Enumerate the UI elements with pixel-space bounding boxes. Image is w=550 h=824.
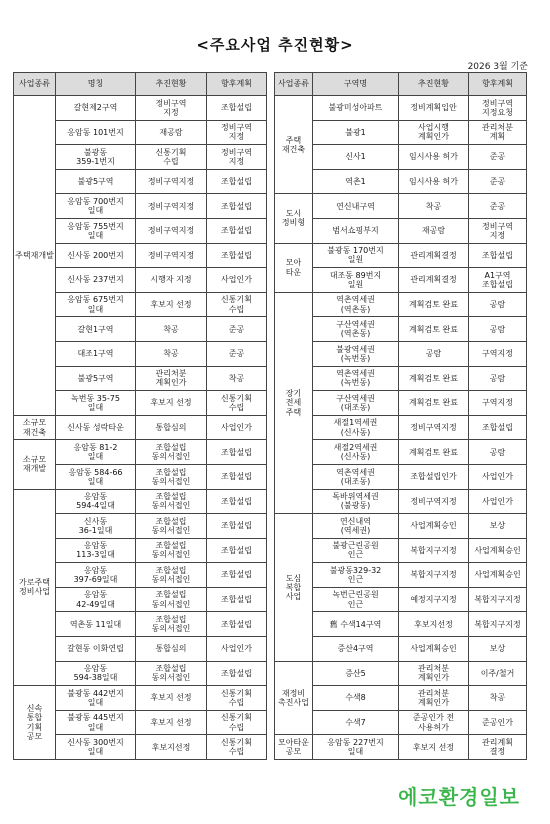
table-row <box>275 218 527 243</box>
status-cell: 임시사용 허가 <box>399 145 469 170</box>
plan-cell: 구역지정 <box>469 341 527 366</box>
header-plan: 향후계획 <box>207 73 267 96</box>
plan-cell: 사업인가 <box>469 489 527 514</box>
plan-cell: 관리계획 결정 <box>469 735 527 760</box>
table-row <box>275 637 527 662</box>
category-cell: 신속 통합 기획 공모 <box>14 686 56 760</box>
watermark: 에코환경일보 <box>398 785 520 809</box>
status-cell: 시행자 지정 <box>136 268 207 293</box>
name-cell: 구산역세권 (대조동) <box>313 391 399 416</box>
name-cell: 불광근린공원 인근 <box>313 538 399 563</box>
name-cell: 응암동 675번지 일대 <box>56 292 136 317</box>
plan-cell: 준공 <box>469 194 527 219</box>
name-cell: 역촌역세권 (역촌동) <box>313 292 399 317</box>
table-row <box>14 686 267 711</box>
table-row <box>275 538 527 563</box>
plan-cell: 준공 <box>207 341 267 366</box>
status-cell: 착공 <box>136 341 207 366</box>
table-row <box>275 366 527 391</box>
status-cell: 통합심의 <box>136 637 207 662</box>
status-cell: 후보지 선정 <box>399 735 469 760</box>
plan-cell: 준공 <box>207 317 267 342</box>
table-row <box>275 514 527 539</box>
status-cell: 정비구역지정 <box>136 169 207 194</box>
table-row <box>14 440 267 465</box>
name-cell: 역촌역세권 (녹번동) <box>313 366 399 391</box>
plan-cell: 공람 <box>469 440 527 465</box>
name-cell: 갈현제2구역 <box>56 96 136 121</box>
category-cell: 재정비 촉진사업 <box>275 661 313 735</box>
status-cell: 관리처분 계획인가 <box>399 661 469 686</box>
table-row <box>14 489 267 514</box>
status-cell: 조합설립 동의서접인 <box>136 587 207 612</box>
status-cell: 복합지구지정 <box>399 538 469 563</box>
plan-cell: 복합지구지정 <box>469 587 527 612</box>
name-cell: 역촌동 11일대 <box>56 612 136 637</box>
plan-cell: 공람 <box>469 366 527 391</box>
header-plan: 향후계획 <box>469 73 527 96</box>
name-cell: 녹번동 35-75 일대 <box>56 391 136 416</box>
plan-cell: 신통기획 수립 <box>207 292 267 317</box>
header-status: 추진현황 <box>136 73 207 96</box>
name-cell: 수색8 <box>313 686 399 711</box>
name-cell: 응암동 42-49일대 <box>56 587 136 612</box>
plan-cell: 준공인가 <box>469 710 527 735</box>
header-zone-name: 구역명 <box>313 73 399 96</box>
plan-cell: 착공 <box>207 366 267 391</box>
category-cell: 소규모 재개발 <box>14 440 56 489</box>
plan-cell: 조합설립 <box>207 489 267 514</box>
table-row <box>275 268 527 293</box>
status-cell: 착공 <box>136 317 207 342</box>
status-cell: 착공 <box>399 194 469 219</box>
table-row <box>14 415 267 440</box>
name-cell: 불광5구역 <box>56 169 136 194</box>
name-cell: 불광동 359-1번지 <box>56 145 136 170</box>
name-cell: 응암동 397-69일대 <box>56 563 136 588</box>
plan-cell: 조합설립 <box>469 415 527 440</box>
plan-cell: 조합설립 <box>207 587 267 612</box>
name-cell: 역촌1 <box>313 169 399 194</box>
name-cell: 구산역세권 (역촌동) <box>313 317 399 342</box>
name-cell: 불광역세권 (녹번동) <box>313 341 399 366</box>
left-project-table <box>13 72 267 760</box>
status-cell: 관리계획결정 <box>399 243 469 268</box>
name-cell: 범서쇼핑부지 <box>313 218 399 243</box>
category-cell: 주택 재건축 <box>275 96 313 194</box>
name-cell: 신사동 200번지 <box>56 243 136 268</box>
status-cell: 재공람 <box>136 120 207 145</box>
status-cell: 신통기획 수립 <box>136 145 207 170</box>
status-cell: 복합지구지정 <box>399 563 469 588</box>
status-cell: 정비구역 지정 <box>136 96 207 121</box>
plan-cell: 신통기획 수립 <box>207 391 267 416</box>
left-header-row <box>14 73 267 96</box>
name-cell: 증산4구역 <box>313 637 399 662</box>
plan-cell: 정비구역 지정 <box>469 218 527 243</box>
status-cell: 조합설립 동의서접인 <box>136 440 207 465</box>
reference-date: 2026 3월 기준 <box>467 62 528 72</box>
name-cell: 대조동 89번지 일원 <box>313 268 399 293</box>
status-cell: 재공람 <box>399 218 469 243</box>
status-cell: 사업계획승인 <box>399 514 469 539</box>
page-title: <주요사업 추진현황> <box>196 36 354 54</box>
name-cell: 불광5구역 <box>56 366 136 391</box>
table-row <box>275 440 527 465</box>
plan-cell: 조합설립 <box>207 243 267 268</box>
status-cell: 공람 <box>399 341 469 366</box>
status-cell: 조합설립 동의서접인 <box>136 661 207 686</box>
status-cell: 통합심의 <box>136 415 207 440</box>
status-cell: 조합설립 동의서접인 <box>136 514 207 539</box>
header-category: 사업종류 <box>14 73 56 96</box>
table-row <box>275 489 527 514</box>
right-project-table <box>274 72 527 760</box>
plan-cell: 조합설립 <box>207 96 267 121</box>
name-cell: 불광1 <box>313 120 399 145</box>
plan-cell: 조합설립 <box>207 514 267 539</box>
table-row <box>275 735 527 760</box>
name-cell: 역촌역세권 (대조동) <box>313 464 399 489</box>
header-status: 추진현황 <box>399 73 469 96</box>
plan-cell: 정비구역 지정 <box>207 120 267 145</box>
name-cell: 응암동 584-66 일대 <box>56 464 136 489</box>
name-cell: 舊 수색14구역 <box>313 612 399 637</box>
status-cell: 조합설립인가 <box>399 464 469 489</box>
plan-cell: 정비구역 지정요청 <box>469 96 527 121</box>
plan-cell: 조합설립 <box>207 169 267 194</box>
status-cell: 관리처분 계획인가 <box>136 366 207 391</box>
category-cell: 모아 타운 <box>275 243 313 292</box>
plan-cell: 준공 <box>469 145 527 170</box>
plan-cell: 사업인가 <box>207 415 267 440</box>
name-cell: 응암동 594-4일대 <box>56 489 136 514</box>
name-cell: 수색7 <box>313 710 399 735</box>
status-cell: 정비구역지정 <box>136 243 207 268</box>
plan-cell: 조합설립 <box>469 243 527 268</box>
plan-cell: A1구역 조합설립 <box>469 268 527 293</box>
name-cell: 신사동 36-1일대 <box>56 514 136 539</box>
status-cell: 계획검토 완료 <box>399 391 469 416</box>
name-cell: 불광미성아파트 <box>313 96 399 121</box>
plan-cell: 조합설립 <box>207 563 267 588</box>
status-cell: 예정지구지정 <box>399 587 469 612</box>
table-row <box>275 120 527 145</box>
plan-cell: 사업인가 <box>207 637 267 662</box>
plan-cell: 사업인가 <box>207 268 267 293</box>
status-cell: 조합설립 동의서접인 <box>136 612 207 637</box>
status-cell: 준공인가 전 사용허가 <box>399 710 469 735</box>
status-cell: 후보지 선정 <box>136 292 207 317</box>
name-cell: 신사1 <box>313 145 399 170</box>
name-cell: 응암동 700번지 일대 <box>56 194 136 219</box>
status-cell: 조합설립 동의서접인 <box>136 464 207 489</box>
category-cell: 모아타운 공모 <box>275 735 313 760</box>
name-cell: 새절1역세권 (신사동) <box>313 415 399 440</box>
plan-cell: 사업계획승인 <box>469 563 527 588</box>
status-cell: 조합설립 동의서접인 <box>136 538 207 563</box>
table-row <box>275 194 527 219</box>
plan-cell: 조합설립 <box>207 440 267 465</box>
status-cell: 정비계획입안 <box>399 96 469 121</box>
table-row <box>275 317 527 342</box>
name-cell: 응암동 81-2 일대 <box>56 440 136 465</box>
plan-cell: 조합설립 <box>207 661 267 686</box>
name-cell: 신사동 300번지 일대 <box>56 735 136 760</box>
status-cell: 후보지선정 <box>399 612 469 637</box>
plan-cell: 조합설립 <box>207 538 267 563</box>
plan-cell: 사업계획승인 <box>469 538 527 563</box>
category-cell: 소규모 재건축 <box>14 415 56 440</box>
status-cell: 계획검토 완료 <box>399 292 469 317</box>
table-row <box>275 661 527 686</box>
table-row <box>275 563 527 588</box>
plan-cell: 관리처분 계획 <box>469 120 527 145</box>
name-cell: 불광동 170번지 일원 <box>313 243 399 268</box>
status-cell: 관리계획결정 <box>399 268 469 293</box>
name-cell: 신사동 237번지 <box>56 268 136 293</box>
table-row <box>275 686 527 711</box>
header-category: 사업종류 <box>275 73 313 96</box>
plan-cell: 신통기획 수립 <box>207 710 267 735</box>
name-cell: 불광동 442번지 일대 <box>56 686 136 711</box>
category-cell: 가로주택 정비사업 <box>14 489 56 686</box>
name-cell: 응암동 755번지 일대 <box>56 218 136 243</box>
status-cell: 조합설립 동의서접인 <box>136 563 207 588</box>
table-row <box>275 243 527 268</box>
plan-cell: 조합설립 <box>207 464 267 489</box>
name-cell: 신사동 성락타운 <box>56 415 136 440</box>
table-row <box>275 391 527 416</box>
name-cell: 갈현동 이화연립 <box>56 637 136 662</box>
plan-cell: 복합지구지정 <box>469 612 527 637</box>
plan-cell: 공람 <box>469 317 527 342</box>
status-cell: 계획검토 완료 <box>399 317 469 342</box>
name-cell: 독바위역세권 (불광동) <box>313 489 399 514</box>
name-cell: 대조1구역 <box>56 341 136 366</box>
plan-cell: 준공 <box>469 169 527 194</box>
plan-cell: 조합설립 <box>207 194 267 219</box>
name-cell: 새절2역세권 (신사동) <box>313 440 399 465</box>
plan-cell: 신통기획 수립 <box>207 735 267 760</box>
table-row <box>275 612 527 637</box>
name-cell: 응암동 113-3일대 <box>56 538 136 563</box>
status-cell: 정비구역지정 <box>136 218 207 243</box>
table-row <box>275 341 527 366</box>
table-row <box>275 710 527 735</box>
name-cell: 연신내구역 <box>313 194 399 219</box>
name-cell: 연신내역 (역세권) <box>313 514 399 539</box>
status-cell: 후보지 선정 <box>136 686 207 711</box>
name-cell: 갈현1구역 <box>56 317 136 342</box>
category-cell: 도시 정비형 <box>275 194 313 243</box>
plan-cell: 정비구역 지정 <box>207 145 267 170</box>
status-cell: 정비구역지정 <box>399 415 469 440</box>
plan-cell: 보상 <box>469 637 527 662</box>
table-row <box>275 96 527 121</box>
status-cell: 계획검토 완료 <box>399 366 469 391</box>
status-cell: 후보지 선정 <box>136 710 207 735</box>
plan-cell: 공람 <box>469 292 527 317</box>
table-row <box>275 145 527 170</box>
header-name: 명칭 <box>56 73 136 96</box>
name-cell: 응암동 101번지 <box>56 120 136 145</box>
name-cell: 증산5 <box>313 661 399 686</box>
plan-cell: 신통기획 수립 <box>207 686 267 711</box>
name-cell: 불광동329-32 인근 <box>313 563 399 588</box>
status-cell: 계획검토 완료 <box>399 440 469 465</box>
plan-cell: 구역지정 <box>469 391 527 416</box>
name-cell: 응암동 227번지 일대 <box>313 735 399 760</box>
table-row <box>14 96 267 121</box>
plan-cell: 보상 <box>469 514 527 539</box>
status-cell: 사업계획승인 <box>399 637 469 662</box>
category-cell: 주택재개발 <box>14 96 56 416</box>
name-cell: 응암동 594-38일대 <box>56 661 136 686</box>
right-header-row <box>275 73 527 96</box>
status-cell: 정비구역지정 <box>136 194 207 219</box>
plan-cell: 이주/철거 <box>469 661 527 686</box>
status-cell: 조합설립 동의서접인 <box>136 489 207 514</box>
plan-cell: 조합설립 <box>207 218 267 243</box>
category-cell: 장기 전세 주택 <box>275 292 313 513</box>
plan-cell: 조합설립 <box>207 612 267 637</box>
table-row <box>275 292 527 317</box>
status-cell: 임시사용 허가 <box>399 169 469 194</box>
status-cell: 정비구역지정 <box>399 489 469 514</box>
status-cell: 사업시행 계획인가 <box>399 120 469 145</box>
status-cell: 후보지 선정 <box>136 391 207 416</box>
status-cell: 관리처분 계획인가 <box>399 686 469 711</box>
category-cell: 도심 복합 사업 <box>275 514 313 662</box>
table-row <box>275 587 527 612</box>
table-row <box>275 464 527 489</box>
plan-cell: 착공 <box>469 686 527 711</box>
table-row <box>275 415 527 440</box>
status-cell: 후보지선정 <box>136 735 207 760</box>
plan-cell: 사업인가 <box>469 464 527 489</box>
name-cell: 녹번근린공원 인근 <box>313 587 399 612</box>
name-cell: 불광동 445번지 일대 <box>56 710 136 735</box>
table-row <box>275 169 527 194</box>
